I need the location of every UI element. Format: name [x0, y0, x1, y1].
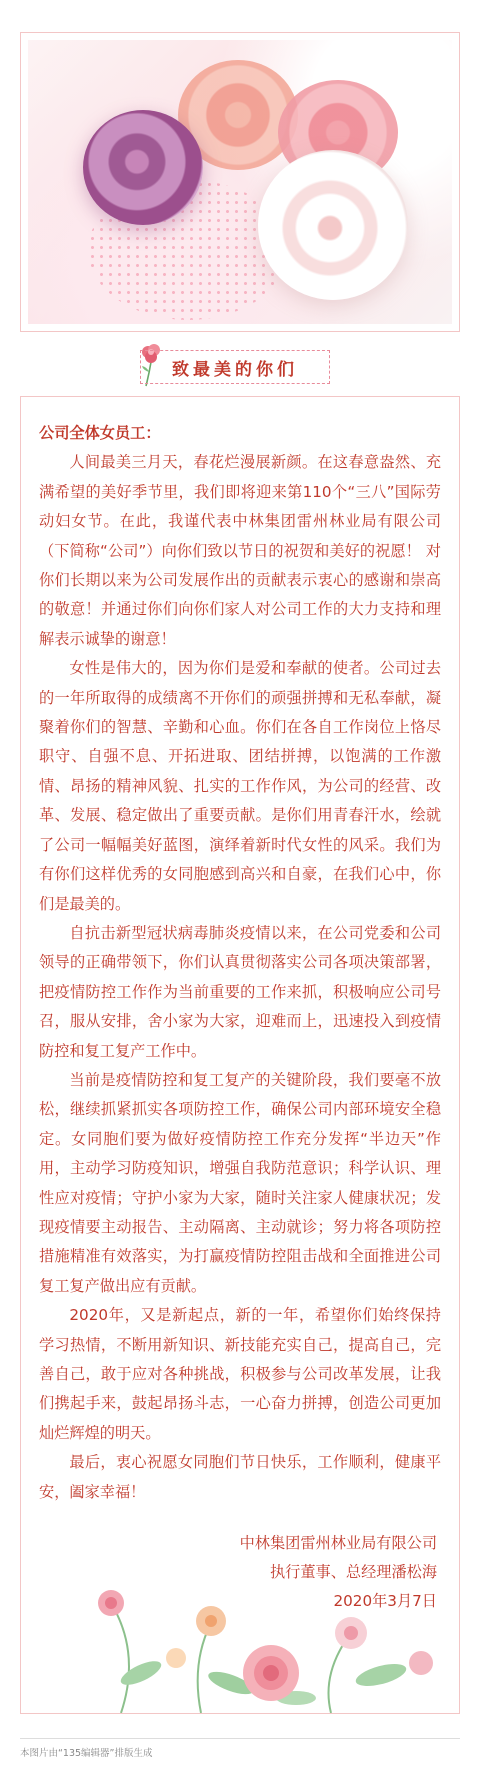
title-box: [140, 350, 330, 384]
letter-paragraph: 人间最美三月天，春花烂漫展新颜。在这春意盎然、充满希望的美好季节里，我们即将迎来第110个“三八”国际劳动妇女节。在此，我谨代表中林集团雷州林业局有限公司（下简称“公司”）向你们致以节日的祝贺和美好的祝愿！ 对你们长期以来为公司发展作出的贡献表示衷心的感谢和崇高的敬意！并通过你们向你们家人对公司工作的大力支持和理解表示诚挚的谢意！: [39, 453, 441, 648]
signature-company: 中林集团雷州林业局有限公司: [239, 1534, 437, 1553]
signature-person: 执行董事、总经理潘松海: [269, 1563, 437, 1582]
signature-date: 2020年3月7日: [333, 1592, 437, 1611]
letter-paragraph: 自抗击新型冠状病毒肺炎疫情以来，在公司党委和公司领导的正确带领下，你们认真贯彻落实公司各项决策部署，把疫情防控工作作为当前重要的工作来抓，积极响应公司号召，服从安排，舍小家为大家，迎难而上，迅速投入到疫情防控和复工复产工作中。: [39, 923, 441, 1060]
letter-paragraph: 女性是伟大的，因为你们是爱和奉献的使者。公司过去的一年所取得的成绩离不开你们的顽强拼搏和无私奉献，凝聚着你们的智慧、辛勤和心血。你们在各自工作岗位上恪尽职守、自强不息、开拓进取、团结拼搏，以饱满的工作激情、昂扬的精神风貌、扎实的工作作风，为公司的经营、改革、发展、稳定做出了重要贡献。是你们用青春汗水，绘就了公司一幅幅美好蓝图，演绎着新时代女性的风采。我们为有你们这样优秀的女同胞感到高兴和自豪，在我们心中，你们是最美的。: [39, 659, 441, 913]
roses-photo: [28, 40, 452, 324]
letter-body: [21, 397, 459, 1616]
footer-credit: 本图片由“135编辑器”排版生成: [20, 1748, 153, 1759]
hero-photo-frame: [20, 32, 460, 332]
white-rose: [258, 150, 408, 300]
letter-card: [20, 396, 460, 1714]
page-title: 致最美的你们: [172, 359, 298, 380]
footer: [20, 1738, 460, 1759]
letter-paragraph: 最后，衷心祝愿女同胞们节日快乐，工作顺利，健康平安，阖家幸福！: [39, 1453, 441, 1501]
letter-greeting: 公司全体女员工：: [39, 424, 161, 442]
flower-decoration: [81, 1563, 461, 1713]
title-section: [0, 338, 480, 388]
letter-paragraph: 2020年，又是新起点，新的一年，希望你们始终保持学习热情，不断用新知识、新技能充实自己，提高自己，完善自己，敢于应对各种挑战，积极参与公司改革发展，让我们携起手来，鼓起昂扬斗志，一心奋力拼搏，创造公司更加灿烂辉煌的明天。: [39, 1306, 441, 1442]
letter-paragraph: 当前是疫情防控和复工复产的关键阶段，我们要毫不放松，继续抓紧抓实各项防控工作，确保公司内部环境安全稳定。女同胞们要为做好疫情防控工作充分发挥“半边天”作用，主动学习防疫知识，增强自我防范意识；科学认识、理性应对疫情；守护小家为大家，随时关注家人健康状况；发现疫情要主动报告、主动隔离、主动就诊；努力将各项防控措施精准有效落实，为打赢疫情防控阻击战和全面推进公司复工复产做出应有贡献。: [39, 1070, 441, 1295]
purple-rose: [83, 110, 203, 225]
